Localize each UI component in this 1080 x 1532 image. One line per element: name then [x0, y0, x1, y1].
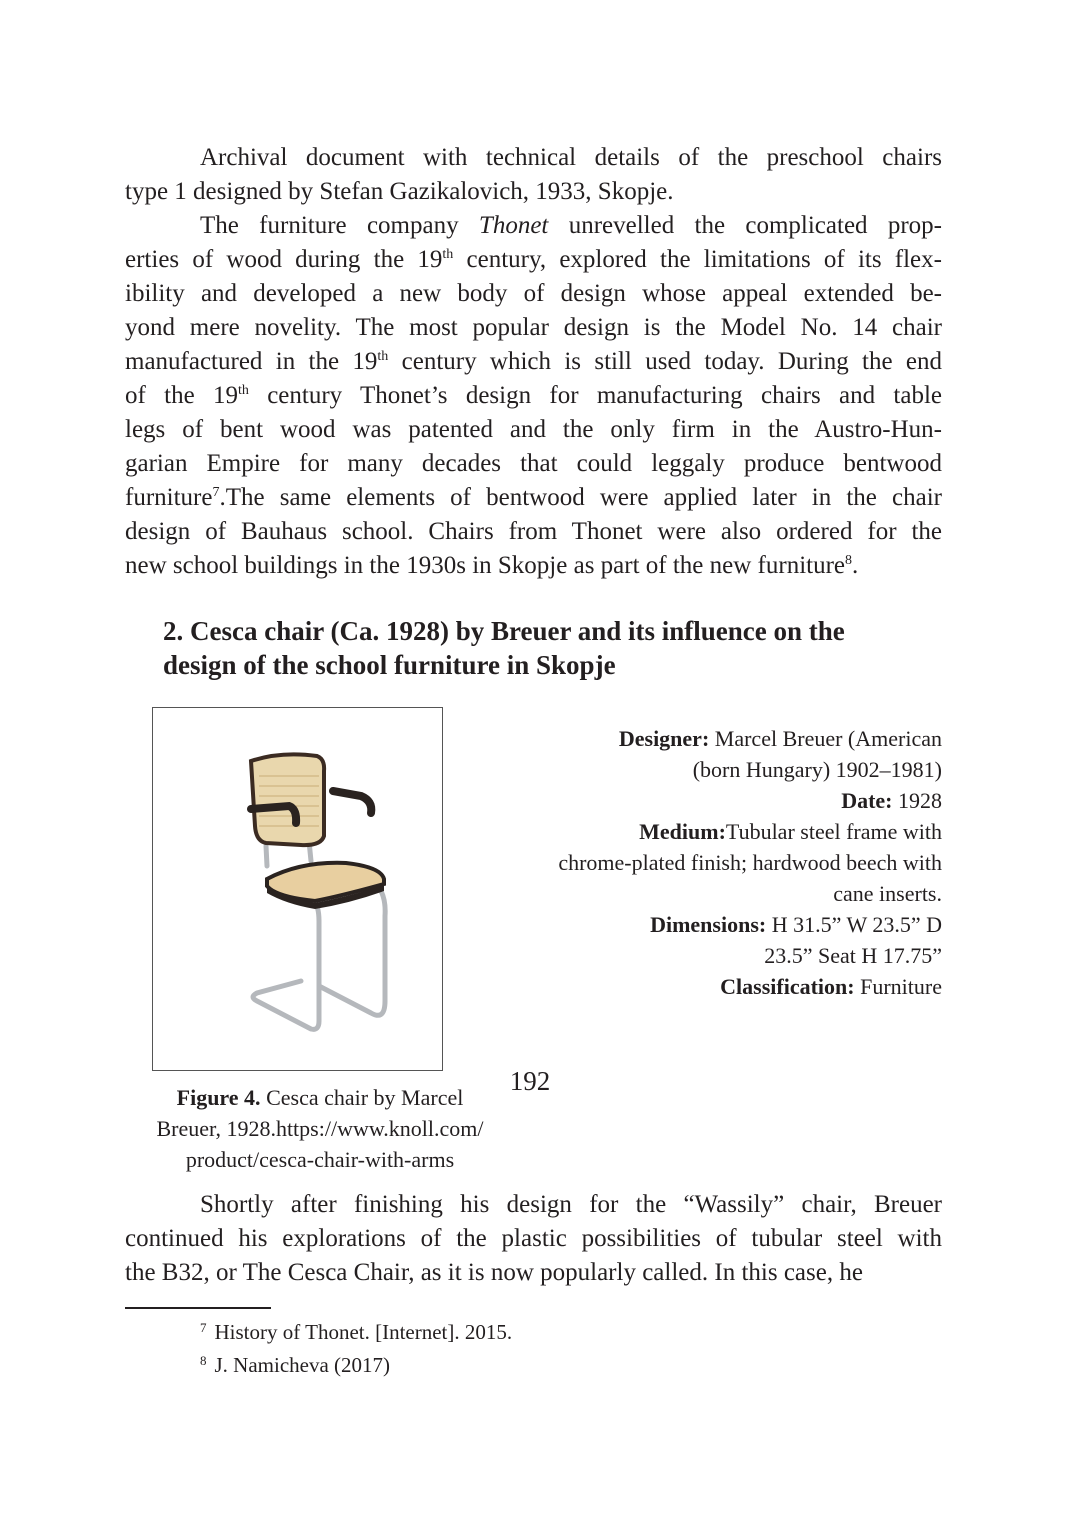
- text-segment: legs of bent wood was patented and the only firm in the Austro-Hun-: [125, 416, 942, 443]
- text-line: [125, 515, 942, 549]
- text-segment: ibility and developed a new body of design whose appeal extended be-: [125, 280, 942, 307]
- text-segment: century which is still used today. During the end: [388, 348, 942, 375]
- figure-caption: Figure 4. Cesca chair by Marcel Breuer, 1928.https://www.knoll.com/ product/cesca-chair-with-arms: [156, 1085, 484, 1172]
- text-line: [125, 209, 942, 243]
- paragraph-thonet: [125, 141, 942, 583]
- text-segment: .: [852, 552, 859, 579]
- text-segment: yond mere novelity. The most popular design is the Model No. 14 chair: [125, 314, 942, 341]
- text-segment: unrevelled the complicated prop-: [548, 212, 942, 239]
- text-segment: .The same elements of bentwood were applied later in the chair: [219, 484, 942, 511]
- spec-medium-cont-2: cane inserts.: [833, 881, 942, 906]
- text-segment: continued his explorations of the plastic possibilities of tubular steel with: [125, 1225, 942, 1252]
- text-line: [125, 243, 942, 277]
- text-line: [125, 141, 942, 175]
- heading-line-2: design of the school furniture in Skopje: [163, 650, 616, 680]
- text-segment: design of Bauhaus school. Chairs from Thonet were also ordered for the: [125, 518, 942, 545]
- text-segment: century, explored the limitations of its flex-: [453, 246, 942, 273]
- text-segment: Shortly after finishing his design for the “Wassily” chair, Breuer: [200, 1191, 942, 1218]
- paragraph-cesca: [125, 1188, 942, 1290]
- spec-classification: Classification: Furniture: [720, 974, 942, 999]
- spec-medium-cont: chrome-plated finish; hardwood beech with: [558, 850, 942, 875]
- footnote-ref: 8: [845, 553, 853, 568]
- footnote: $^7$ History of Thonet. [Internet]. 2015.: [200, 1320, 513, 1344]
- footnote-ref: th: [377, 349, 389, 364]
- footnote-ref: th: [238, 383, 249, 398]
- text-line: [125, 1256, 942, 1290]
- text-line: [125, 345, 942, 379]
- text-segment: century Thonet’s design for manufacturing chairs and table: [248, 382, 942, 409]
- footnote-ref: th: [442, 247, 454, 262]
- heading-line-1: 2. Cesca chair (Ca. 1928) by Breuer and its influence on the: [163, 616, 845, 646]
- text-segment: garian Empire for many decades that could leggaly produce bentwood: [125, 450, 942, 477]
- spec-medium: Medium:Tubular steel frame with: [639, 819, 942, 844]
- text-segment: The furniture company: [200, 212, 479, 239]
- spec-dimensions: Dimensions: H 31.5” W 23.5” D: [650, 912, 942, 937]
- text-segment: of the 19: [125, 382, 238, 409]
- footnote-divider: [125, 1307, 271, 1309]
- text-line: [125, 175, 942, 209]
- text-line: [125, 1188, 942, 1222]
- footnotes: [200, 1316, 512, 1382]
- text-line: [125, 413, 942, 447]
- chair-specifications: [470, 723, 942, 1002]
- figure-cesca-chair-image: [152, 707, 443, 1071]
- text-segment: new school buildings in the 1930s in Skopje as part of the new furniture: [125, 552, 846, 579]
- text-line: [125, 549, 942, 583]
- text-line: [125, 481, 942, 515]
- footnote: $^8$ J. Namicheva (2017): [200, 1353, 391, 1377]
- section-heading: [163, 614, 943, 682]
- text-line: [125, 1222, 942, 1256]
- caption-label: Figure 4.: [176, 1085, 261, 1110]
- text-segment: type 1 designed by Stefan Gazikalovich, 1933, Skopje.: [125, 178, 674, 205]
- spec-date: Date: 1928: [841, 788, 942, 813]
- text-segment: Archival document with technical details of the preschool chairs: [200, 144, 942, 171]
- text-segment: furniture: [125, 484, 213, 511]
- text-segment: erties of wood during the 19: [125, 246, 443, 273]
- text-line: [125, 277, 942, 311]
- page-number: 192: [509, 1066, 551, 1096]
- text-line: [125, 447, 942, 481]
- spec-designer: Designer: Marcel Breuer (American: [618, 726, 942, 751]
- spec-designer-cont: (born Hungary) 1902–1981): [692, 757, 942, 782]
- chair-illustration: [153, 708, 442, 1070]
- spec-dimensions-cont: 23.5” Seat H 17.75”: [764, 943, 942, 968]
- text-line: [125, 379, 942, 413]
- text-line: [125, 311, 942, 345]
- text-segment: manufactured in the 19: [125, 348, 378, 375]
- text-segment: the B32, or The Cesca Chair, as it is now popularly called. In this case, he: [125, 1259, 863, 1286]
- footnote-ref: 7: [212, 485, 220, 500]
- text-segment: Thonet: [478, 212, 549, 239]
